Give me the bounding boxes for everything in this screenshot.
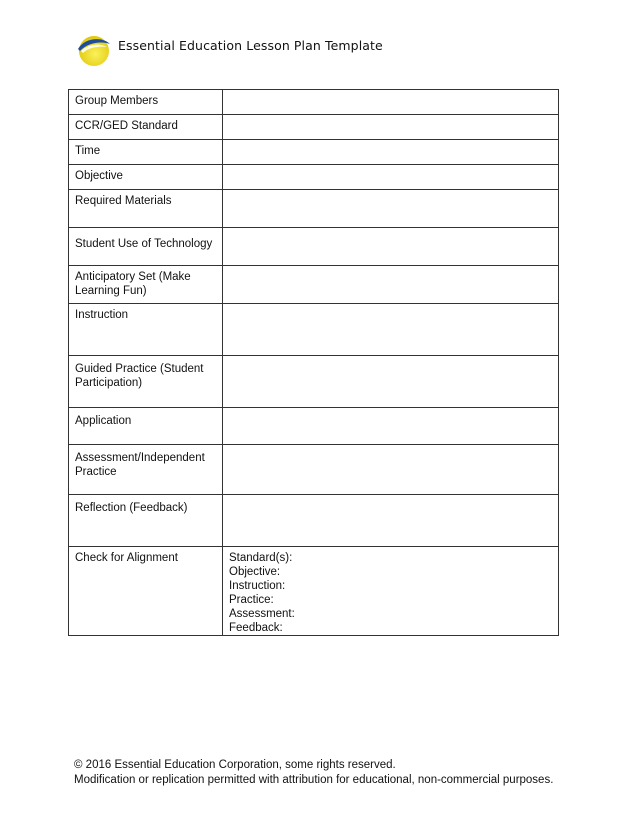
alignment-item-standards: Standard(s): — [229, 552, 293, 564]
row-label: Reflection (Feedback) — [69, 495, 223, 547]
row-label: Time — [69, 140, 223, 165]
assessment-field[interactable] — [223, 445, 559, 495]
time-field[interactable] — [223, 140, 559, 165]
row-label: Application — [69, 408, 223, 445]
alignment-item-practice: Practice: — [229, 594, 274, 606]
table-row — [69, 495, 559, 547]
alignment-item-assessment: Assessment: — [229, 608, 295, 620]
application-field[interactable] — [223, 408, 559, 445]
table-row — [69, 408, 559, 445]
row-label: Student Use of Technology — [69, 228, 223, 266]
group-members-field[interactable] — [223, 90, 559, 115]
page-footer — [74, 758, 553, 788]
table-row — [69, 304, 559, 356]
table-row — [69, 228, 559, 266]
lesson-plan-table — [68, 89, 559, 636]
objective-field[interactable] — [223, 165, 559, 190]
usage-notice: Modification or replication permitted with attribution for educational, non-commercial purposes. — [74, 774, 554, 786]
table-row — [69, 140, 559, 165]
row-label: Assessment/Independent Practice — [69, 445, 223, 495]
table-row — [69, 165, 559, 190]
table-row — [69, 90, 559, 115]
row-label: Instruction — [69, 304, 223, 356]
row-label: Group Members — [69, 90, 223, 115]
ccr-ged-standard-field[interactable] — [223, 115, 559, 140]
anticipatory-set-field[interactable] — [223, 266, 559, 304]
table-row — [69, 190, 559, 228]
table-row — [69, 547, 559, 636]
row-label: Objective — [69, 165, 223, 190]
instruction-field[interactable] — [223, 304, 559, 356]
guided-practice-field[interactable] — [223, 356, 559, 408]
row-label: Anticipatory Set (Make Learning Fun) — [69, 266, 223, 304]
table-row — [69, 445, 559, 495]
copyright-notice: © 2016 Essential Education Corporation, some rights reserved. — [74, 759, 396, 771]
reflection-field[interactable] — [223, 495, 559, 547]
table-row — [69, 266, 559, 304]
required-materials-field[interactable] — [223, 190, 559, 228]
student-technology-field[interactable] — [223, 228, 559, 266]
table-row — [69, 356, 559, 408]
alignment-checklist[interactable] — [223, 547, 559, 636]
row-label: Required Materials — [69, 190, 223, 228]
table-row — [69, 115, 559, 140]
alignment-item-objective: Objective: — [229, 566, 281, 578]
row-label: Check for Alignment — [69, 547, 223, 636]
alignment-item-instruction: Instruction: — [229, 580, 286, 592]
page-header — [76, 32, 576, 72]
row-label: Guided Practice (Student Participation) — [69, 356, 223, 408]
row-label: CCR/GED Standard — [69, 115, 223, 140]
alignment-item-feedback: Feedback: — [229, 622, 283, 634]
document-title: Essential Education Lesson Plan Template — [118, 38, 383, 53]
essential-education-logo-icon — [76, 32, 112, 68]
